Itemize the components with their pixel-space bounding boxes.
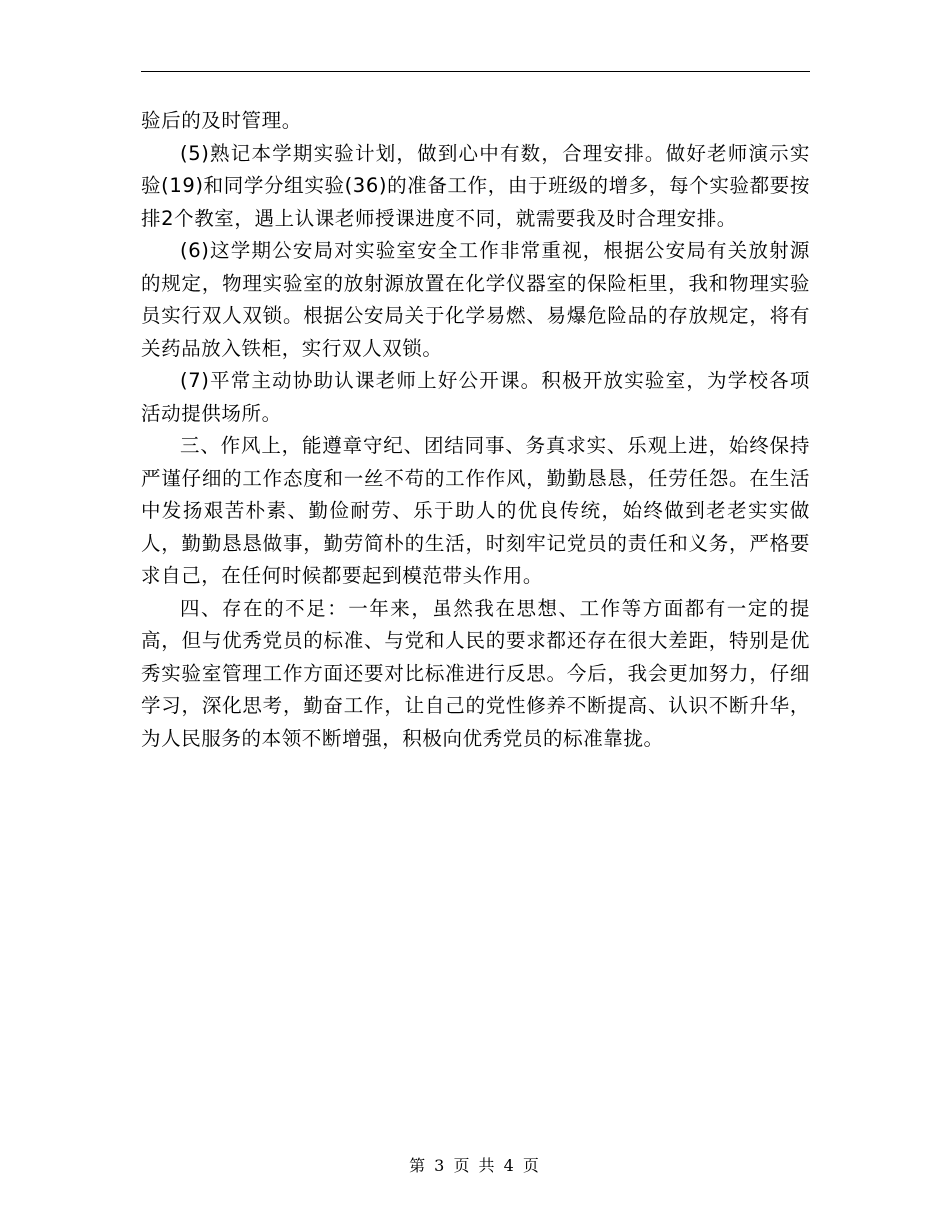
- paragraph: 四、存在的不足：一年来，虽然我在思想、工作等方面都有一定的提高，但与优秀党员的标准、与党和人民的要求都还存在很大差距，特别是优秀实验室管理工作方面还要对比标准进行反思。今后，我会更加努力，仔细学习，深化思考，勤奋工作，让自己的党性修养不断提高、认识不断升华，为人民服务的本领不断增强，积极向优秀党员的标准靠拢。: [141, 596, 810, 750]
- paragraph: (7)平常主动协助认课老师上好公开课。积极开放实验室，为学校各项活动提供场所。: [141, 369, 810, 425]
- paragraph: (6)这学期公安局对实验室安全工作非常重视，根据公安局有关放射源的规定，物理实验室的放射源放置在化学仪器室的保险柜里，我和物理实验员实行双人双锁。根据公安局关于化学易燃、易爆危险品的存放规定，将有关药品放入铁柜，实行双人双锁。: [141, 239, 810, 360]
- page-number-label: 第 3 页 共 4 页: [409, 1156, 541, 1175]
- paragraph: 三、作风上，能遵章守纪、团结同事、务真求实、乐观上进，始终保持严谨仔细的工作态度和一丝不苟的工作作风，勤勤恳恳，任劳任怨。在生活中发扬艰苦朴素、勤俭耐劳、乐于助人的优良传统，始终做到老老实实做人，勤勤恳恳做事，勤劳简朴的生活，时刻牢记党员的责任和义务，严格要求自己，在任何时候都要起到模范带头作用。: [141, 434, 810, 587]
- header-rule: [141, 71, 810, 72]
- page-footer: [0, 1153, 950, 1176]
- paragraph: (5)熟记本学期实验计划，做到心中有数，合理安排。做好老师演示实验(19)和同学分组实验(36)的准备工作，由于班级的增多，每个实验都要按排2个教室，遇上认课老师授课进度不同，就需要我及时合理安排。: [141, 141, 810, 230]
- paragraph: 验后的及时管理。: [141, 109, 302, 132]
- body-text: [141, 105, 810, 755]
